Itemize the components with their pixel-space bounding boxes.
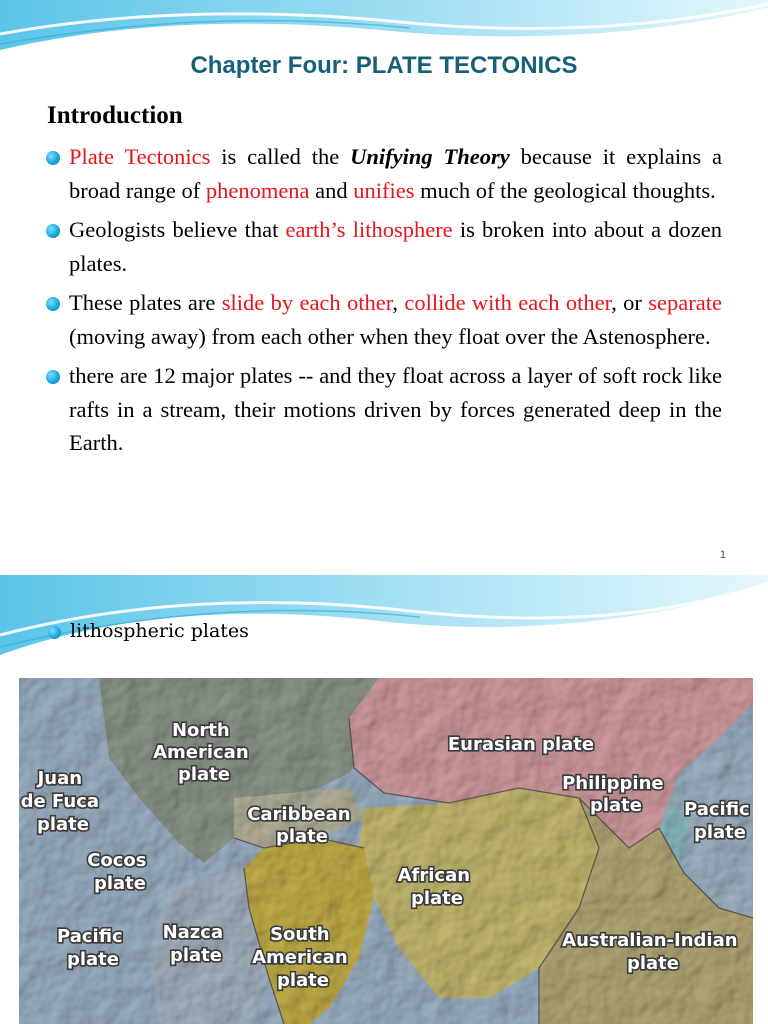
bullet-text-segment: and (309, 177, 354, 203)
bullet-text-segment: there are 12 major plates -- and they float across a layer of soft rock like rafts in a stream, their motions driven by forces generated deep in the Earth. (69, 363, 722, 455)
bullet-text-segment: Geologists believe that (69, 217, 286, 242)
map-caption: lithospheric plates (70, 620, 249, 642)
bullet-text-segment: , (392, 290, 405, 315)
slide-2 (0, 575, 768, 1024)
bullet-text-segment: Unifying Theory (350, 144, 510, 169)
bullet-text-segment: (moving away) from each other when they float over the Astenosphere. (69, 323, 711, 349)
bullet-text-segment: collide with each other (404, 290, 612, 315)
bullet-text-segment: Plate Tectonics (69, 144, 211, 169)
map-label-cocos: Cocos plate (87, 850, 147, 894)
map-label-pacific-west: Pacific plate (57, 926, 123, 970)
map-label-caribbean: Caribbean plate (247, 804, 351, 847)
bullet-icon (46, 370, 60, 384)
map-label-north-american: North American plate (153, 720, 249, 785)
bullet-item (44, 140, 722, 207)
bullet-item (44, 213, 722, 280)
bullet-text-segment: is called the (210, 144, 351, 169)
bullet-text-segment: is broken into about a dozen plates. (69, 217, 723, 276)
map-label-pacific-east: Pacific plate (684, 799, 750, 843)
bullet-text-segment: , or (611, 290, 649, 315)
bullet-text-segment: because it explains a broad range of (69, 144, 722, 203)
bullet-text-segment: separate (648, 290, 722, 315)
header-wave-decoration (0, 0, 768, 60)
section-heading: Introduction (47, 102, 183, 129)
bullet-text-segment: earth’s lithosphere (285, 217, 453, 242)
bullet-text-segment: These plates are (69, 290, 222, 315)
plate-tectonics-map (19, 678, 753, 1024)
bullet-item (44, 359, 722, 460)
bullet-text-segment: much of the geological thoughts. (414, 177, 716, 203)
map-label-nazca: Nazca plate (162, 922, 224, 966)
bullet-icon (46, 151, 60, 165)
map-label-eurasian: Eurasian plate (447, 734, 595, 755)
bullet-list (44, 140, 722, 466)
bullet-item (44, 286, 722, 353)
map-label-south-american: South American plate (252, 924, 348, 991)
map-caption-bullet (48, 620, 249, 642)
page-number: 1 (719, 549, 726, 561)
bullet-text-segment: phenomena (205, 177, 310, 203)
map-label-african: African plate (397, 865, 471, 909)
bullet-icon (46, 297, 60, 311)
map-label-juan-de-fuca: Juan de Fuca plate (20, 768, 100, 835)
bullet-text-segment: slide by each other (221, 290, 393, 315)
bullet-icon (46, 224, 60, 238)
bullet-text-segment: unifies (353, 177, 415, 203)
bullet-icon (48, 626, 61, 639)
map-label-philippine: Philippine plate (562, 773, 664, 816)
slide-title: Chapter Four: PLATE TECTONICS (190, 52, 578, 79)
map-label-australian-indian: Australian-Indian plate (562, 930, 738, 974)
